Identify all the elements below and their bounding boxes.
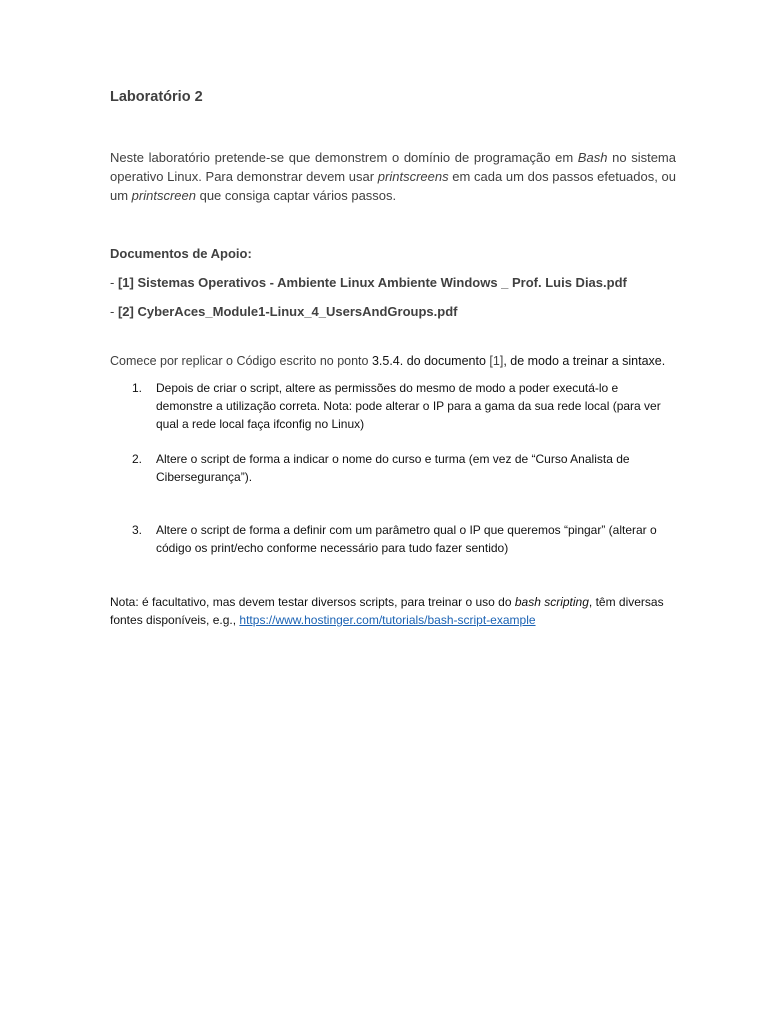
- start-paragraph: [110, 352, 676, 370]
- start-text-1: Comece por replicar o Código escrito no ponto: [110, 354, 372, 368]
- doc-item-text: [1] Sistemas Operativos - Ambiente Linux Ambiente Windows _ Prof. Luis Dias.pdf: [117, 275, 627, 290]
- intro-printscreens: printscreens: [377, 169, 449, 184]
- doc-item-dash: -: [110, 304, 118, 319]
- intro-printscreen: printscreen: [131, 188, 196, 203]
- list-item: [110, 379, 676, 433]
- intro-paragraph: [110, 148, 676, 205]
- list-item: [110, 521, 676, 557]
- step-number: 1.: [132, 381, 143, 395]
- note-bash-scripting: bash scripting: [514, 595, 589, 609]
- note-paragraph: [110, 593, 676, 629]
- list-item: [110, 450, 676, 486]
- start-text-2: 3.5.4. do documento: [371, 354, 490, 368]
- tutorial-link[interactable]: https://www.hostinger.com/tutorials/bash-script-example: [239, 613, 536, 627]
- step-number: 3.: [132, 523, 143, 537]
- document-page: [110, 86, 676, 629]
- note-text-1: Nota: é facultativo, mas devem testar diversos scripts, para treinar o uso do: [110, 595, 515, 609]
- intro-bash: Bash: [577, 150, 608, 165]
- step-text: Altere o script de forma a indicar o nome do curso e turma (em vez de “Curso Analista de Cibersegurança”).: [156, 452, 630, 484]
- start-text-4: , de modo a treinar a sintaxe.: [503, 354, 666, 368]
- intro-text-3: em cada um dos passos efetuados, ou um: [110, 169, 676, 203]
- note-text-2: , têm diversas fontes disponíveis, e.g.,: [110, 595, 664, 627]
- intro-text-2: no sistema operativo Linux. Para demonstrar devem usar: [110, 150, 676, 184]
- intro-text-4: que consiga captar vários passos.: [195, 188, 397, 203]
- page-title: Laboratório 2: [110, 89, 203, 105]
- intro-text-1: Neste laboratório pretende-se que demonstrem o domínio de programação em: [110, 150, 578, 165]
- step-text: Depois de criar o script, altere as permissões do mesmo de modo a poder executá-lo e demonstre a utilização correta. Nota: pode alterar o IP para a gama da sua rede local (para ver qual a rede local faça ifconfig no Linux): [156, 381, 661, 431]
- doc-item-text: [2] CyberAces_Module1-Linux_4_UsersAndGroups.pdf: [117, 304, 458, 319]
- docs-heading: Documentos de Apoio:: [110, 246, 252, 261]
- doc-item-2: [110, 302, 676, 321]
- step-text: Altere o script de forma a definir com um parâmetro qual o IP que queremos “pingar” (alterar o código os print/echo conforme necessário para tudo fazer sentido): [156, 523, 657, 555]
- steps-list: [110, 379, 676, 557]
- doc-item-dash: -: [110, 275, 118, 290]
- start-text-3: [1]: [489, 354, 504, 368]
- step-number: 2.: [132, 452, 143, 466]
- doc-item-1: [110, 273, 676, 292]
